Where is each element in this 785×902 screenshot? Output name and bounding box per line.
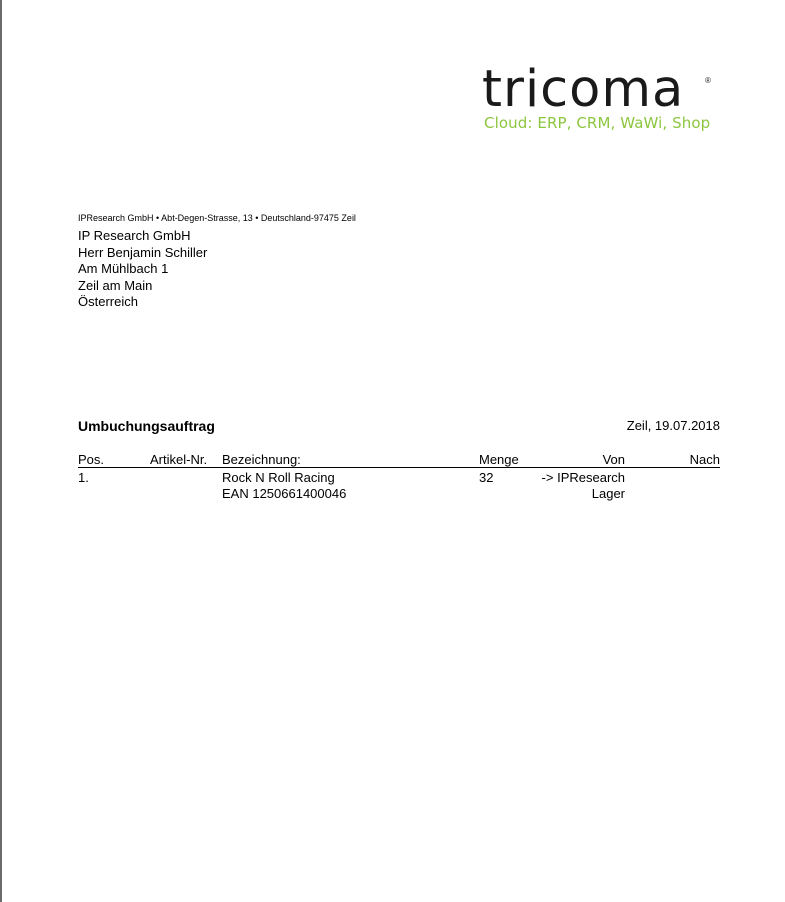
row-quantity: 32 [479, 470, 494, 485]
registered-mark: ® [705, 76, 711, 85]
row-ean: EAN 1250661400046 [222, 486, 347, 501]
row-from-warehouse-type: Lager [591, 486, 625, 501]
header-description: Bezeichnung: [222, 452, 301, 467]
company-logo [482, 62, 722, 137]
header-to: Nach [689, 452, 720, 467]
document-title: Umbuchungsauftrag [78, 418, 215, 434]
recipient-country: Österreich [78, 294, 138, 310]
header-quantity: Menge [479, 452, 519, 467]
recipient-contact: Herr Benjamin Schiller [78, 244, 208, 260]
row-from-warehouse: -> IPResearch [541, 470, 625, 485]
page-left-border [0, 0, 2, 902]
recipient-address [78, 228, 207, 311]
table-header [78, 452, 720, 468]
header-pos: Pos. [78, 452, 105, 467]
row-description: Rock N Roll Racing [222, 470, 335, 485]
place-and-date: Zeil, 19.07.2018 [626, 418, 720, 433]
transfer-table [78, 452, 720, 502]
header-from: Von [602, 452, 625, 467]
row-pos: 1. [78, 470, 89, 485]
table-row [78, 469, 720, 502]
logo-wordmark: tricoma [482, 60, 685, 119]
header-article-no: Artikel-Nr. [150, 452, 208, 467]
sender-return-address: IPResearch GmbH • Abt-Degen-Strasse, 13 • Deutschland-97475 Zeil [78, 213, 356, 223]
recipient-city: Zeil am Main [78, 277, 153, 293]
recipient-company: IP Research GmbH [78, 228, 191, 243]
logo-tagline: Cloud: ERP, CRM, WaWi, Shop [484, 114, 711, 132]
recipient-street: Am Mühlbach 1 [78, 261, 169, 277]
